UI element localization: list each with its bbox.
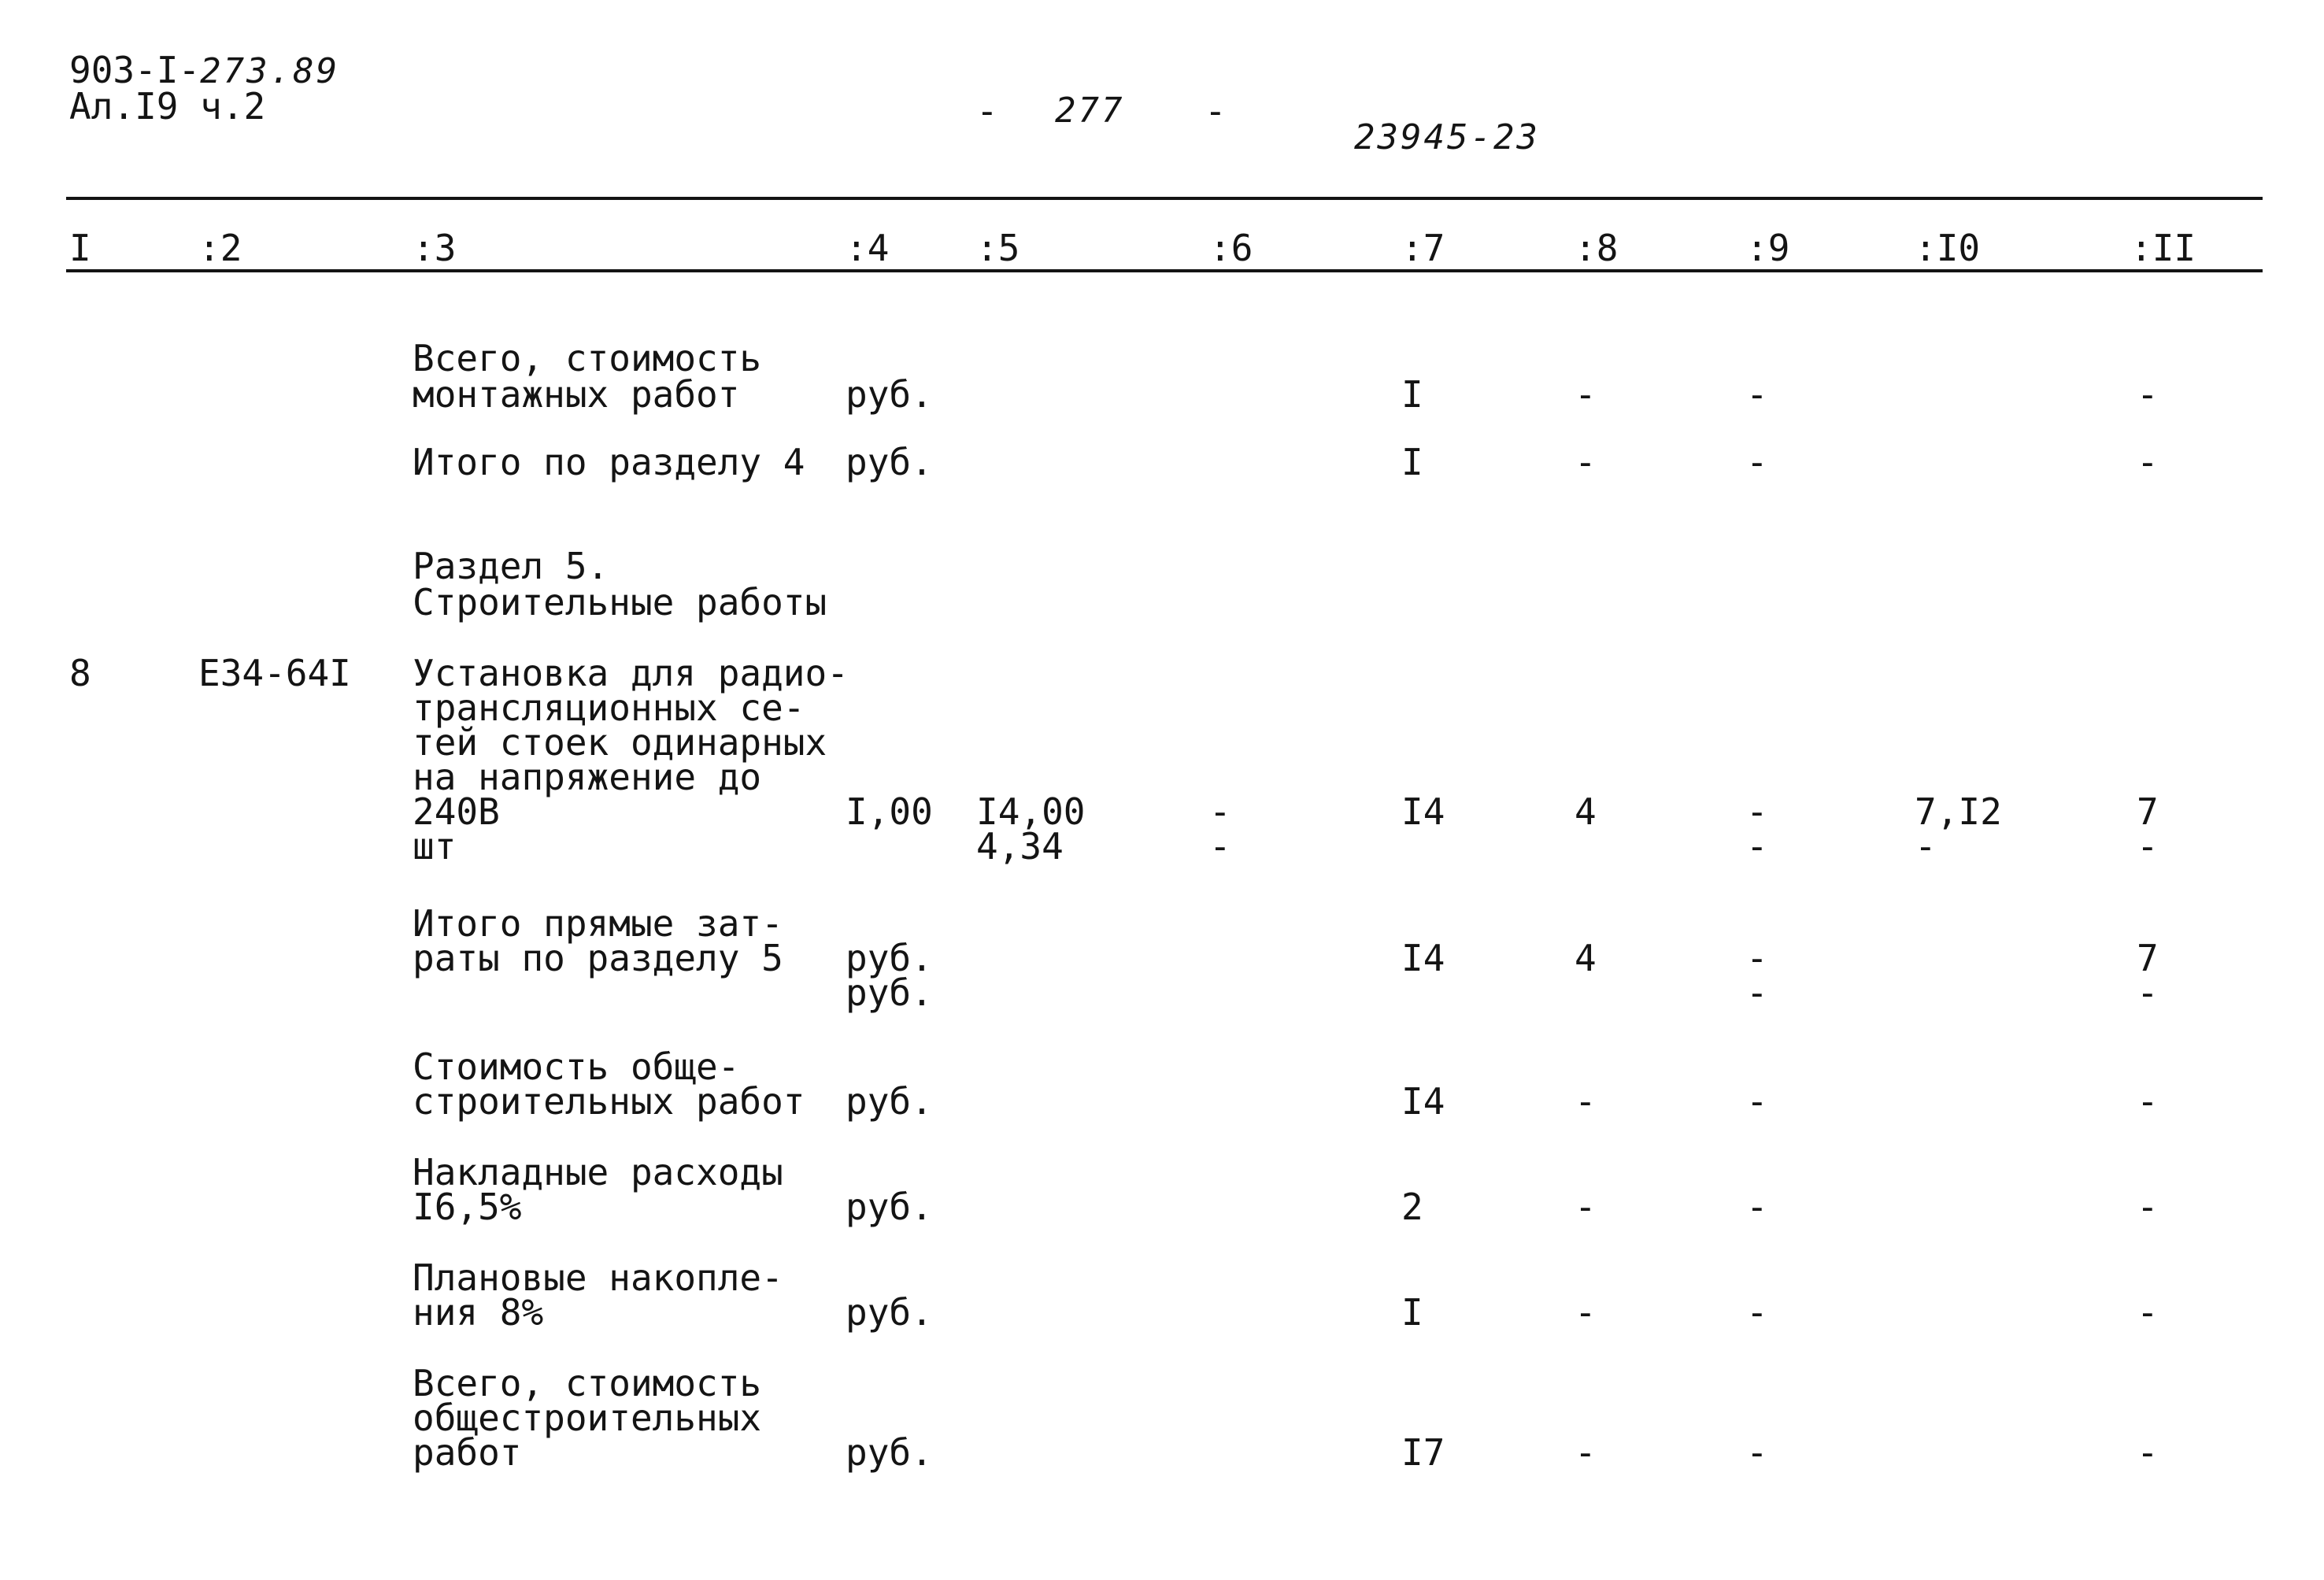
- doc-code-handwritten: 273.89: [200, 51, 340, 91]
- row-name: Плановые накопле-: [413, 1256, 783, 1299]
- row-name: Итого прямые зат-: [413, 902, 783, 945]
- col-header-11: :II: [2130, 227, 2196, 269]
- row-c9: -: [1746, 373, 1768, 416]
- col-header-9: :9: [1746, 227, 1790, 269]
- row-c7: I7: [1401, 1431, 1445, 1474]
- item-unit: шт: [413, 825, 457, 868]
- doc-subtitle: Ал.I9 ч.2: [69, 85, 266, 128]
- item-c9-b: -: [1746, 825, 1768, 868]
- item-c10-b: -: [1915, 825, 1937, 868]
- row-c8: -: [1575, 1431, 1597, 1474]
- sheet-number: 23945-23: [1354, 117, 1540, 157]
- row-c9: -: [1746, 1186, 1768, 1228]
- row-c9: -: [1746, 1291, 1768, 1334]
- row-unit: руб.: [846, 1291, 933, 1334]
- row-unit: руб.: [846, 971, 933, 1014]
- row-name: раты по разделу 5: [413, 937, 783, 979]
- doc-code: [69, 49, 340, 91]
- item-c5-a: I4,00: [976, 790, 1086, 833]
- row-c9: -: [1746, 1080, 1768, 1123]
- row-c11: -: [2137, 373, 2159, 416]
- row-c7: I: [1401, 373, 1423, 416]
- row-c11: -: [2137, 971, 2159, 1014]
- item-c8: 4: [1575, 790, 1597, 833]
- col-header-3: :3: [413, 227, 457, 269]
- item-c6-b: -: [1209, 825, 1231, 868]
- row-name: монтажных работ: [413, 373, 740, 416]
- row-c7: I: [1401, 1291, 1423, 1334]
- header-top-rule: [66, 197, 2263, 200]
- item-name-line: Установка для радио-: [413, 652, 849, 694]
- section-title: Раздел 5.: [413, 545, 609, 587]
- row-c8: -: [1575, 373, 1597, 416]
- item-code: Е34-64I: [198, 652, 351, 694]
- row-c7: I: [1401, 441, 1423, 483]
- item-quantity: I,00: [846, 790, 933, 833]
- row-unit: руб.: [846, 1431, 933, 1474]
- item-c10-a: 7,I2: [1915, 790, 2002, 833]
- row-name: I6,5%: [413, 1186, 522, 1228]
- col-header-2: :2: [198, 227, 242, 269]
- row-name: Всего, стоимость: [413, 337, 762, 379]
- item-name-line: 240В: [413, 790, 500, 833]
- item-c7: I4: [1401, 790, 1445, 833]
- col-header-10: :I0: [1915, 227, 1981, 269]
- item-name-line: на напряжение до: [413, 756, 762, 798]
- row-c8: -: [1575, 1291, 1597, 1334]
- row-c8: 4: [1575, 937, 1597, 979]
- row-c9: -: [1746, 1431, 1768, 1474]
- item-c11-b: -: [2137, 825, 2159, 868]
- row-c11: -: [2137, 1291, 2159, 1334]
- row-name: общестроительных: [413, 1397, 762, 1439]
- item-name-line: трансляционных се-: [413, 686, 805, 729]
- row-name: Накладные расходы: [413, 1151, 783, 1193]
- col-header-8: :8: [1575, 227, 1619, 269]
- col-header-6: :6: [1209, 227, 1253, 269]
- row-unit: руб.: [846, 441, 933, 483]
- page-dash-right: -: [1205, 90, 1227, 132]
- row-c9: -: [1746, 971, 1768, 1014]
- row-c9: -: [1746, 441, 1768, 483]
- item-number: 8: [69, 652, 91, 694]
- row-unit: руб.: [846, 1186, 933, 1228]
- col-header-1: I: [69, 227, 91, 269]
- row-unit: руб.: [846, 373, 933, 416]
- row-c8: -: [1575, 1186, 1597, 1228]
- item-c6-a: -: [1209, 790, 1231, 833]
- row-name: работ: [413, 1431, 522, 1474]
- row-c11: -: [2137, 1186, 2159, 1228]
- item-c9-a: -: [1746, 790, 1768, 833]
- item-c5-b: 4,34: [976, 825, 1064, 868]
- item-c11-a: 7: [2137, 790, 2159, 833]
- page-number: 277: [1055, 91, 1125, 131]
- row-c11: -: [2137, 1431, 2159, 1474]
- row-c7: I4: [1401, 937, 1445, 979]
- row-c11: 7: [2137, 937, 2159, 979]
- row-c11: -: [2137, 441, 2159, 483]
- row-c11: -: [2137, 1080, 2159, 1123]
- row-c9: -: [1746, 937, 1768, 979]
- col-header-4: :4: [846, 227, 890, 269]
- row-c7: 2: [1401, 1186, 1423, 1228]
- header-bottom-rule: [66, 269, 2263, 272]
- doc-code-prefix: 903-I-: [69, 49, 201, 91]
- col-header-7: :7: [1401, 227, 1445, 269]
- row-c8: -: [1575, 1080, 1597, 1123]
- section-subtitle: Строительные работы: [413, 581, 827, 623]
- page-dash-left: -: [976, 90, 998, 132]
- row-name: ния 8%: [413, 1291, 544, 1334]
- row-unit: руб.: [846, 1080, 933, 1123]
- row-c8: -: [1575, 441, 1597, 483]
- col-header-5: :5: [976, 227, 1020, 269]
- row-name: Стоимость обще-: [413, 1045, 740, 1088]
- row-name: Итого по разделу 4: [413, 441, 805, 483]
- item-name-line: тей стоек одинарных: [413, 721, 827, 764]
- row-name: Всего, стоимость: [413, 1362, 762, 1404]
- row-name: строительных работ: [413, 1080, 805, 1123]
- row-c7: I4: [1401, 1080, 1445, 1123]
- row-unit: руб.: [846, 937, 933, 979]
